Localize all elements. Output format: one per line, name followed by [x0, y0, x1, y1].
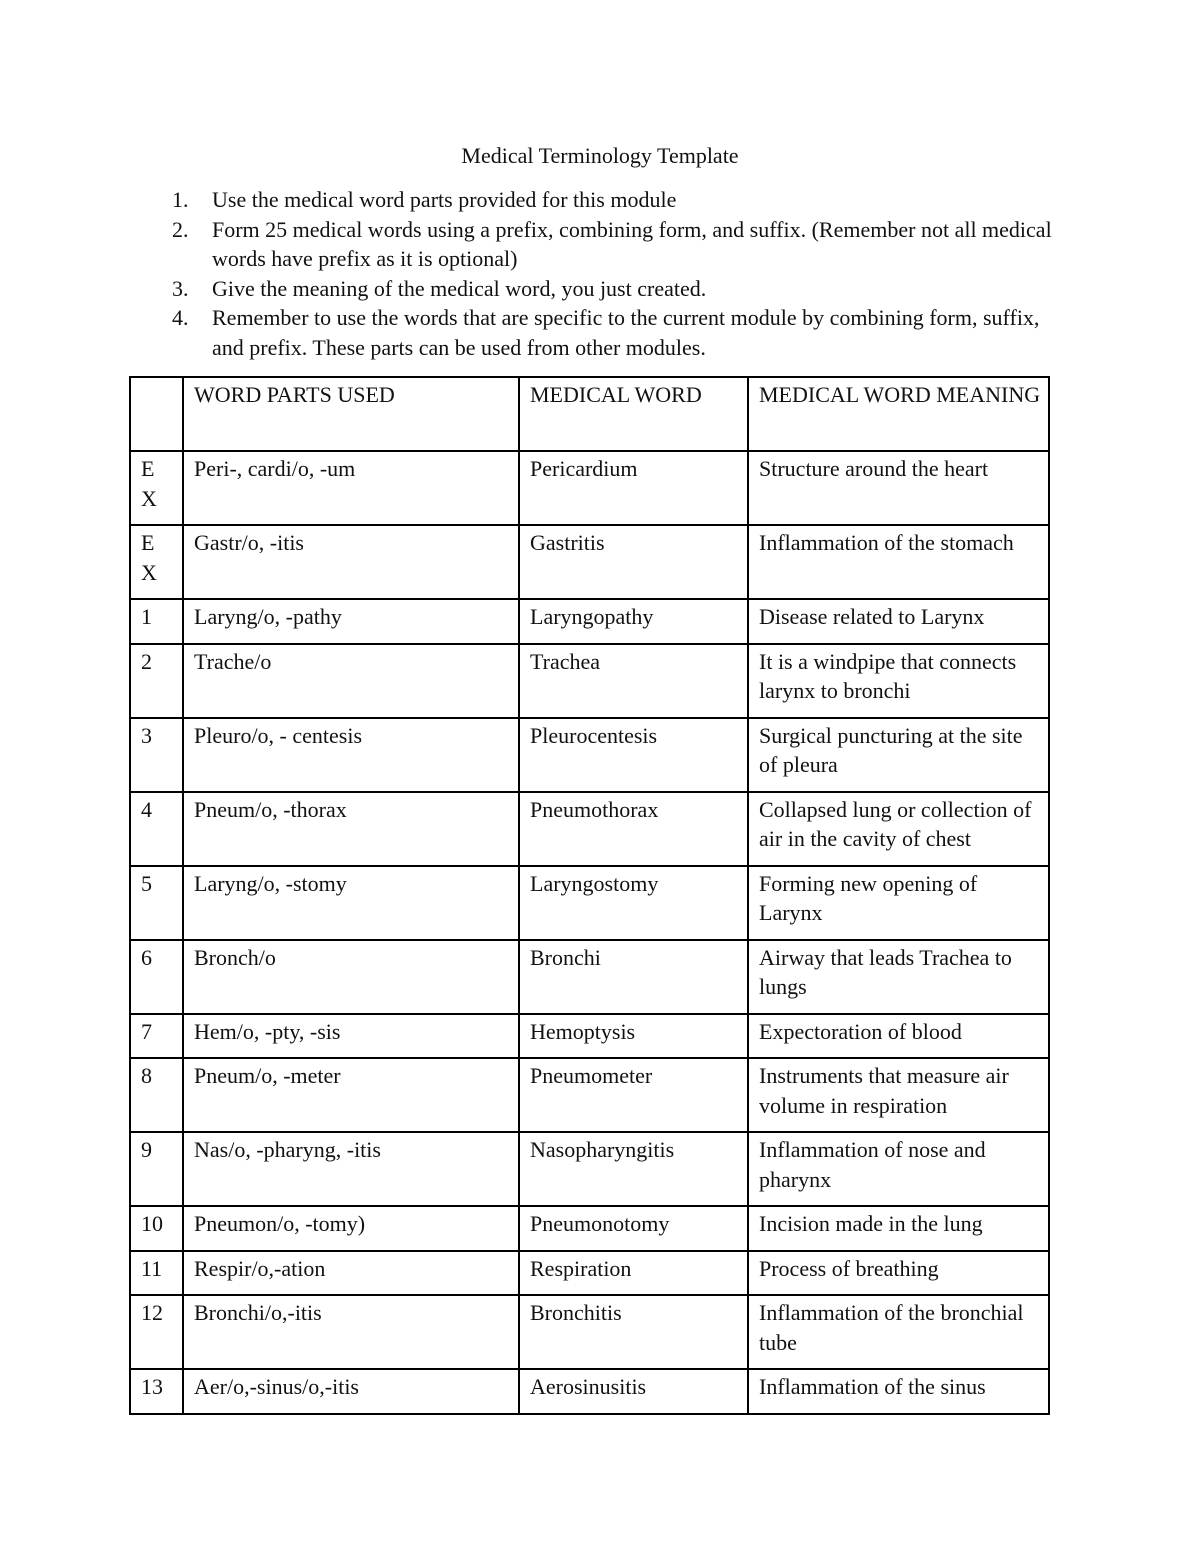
table-row [130, 644, 1049, 718]
row-index-label: 11 [141, 1255, 163, 1281]
table-row [130, 1058, 1049, 1132]
cell-medical-word: Trachea [519, 644, 748, 718]
cell-medical-word: Respiration [519, 1251, 748, 1296]
row-index [130, 644, 183, 718]
instruction-number: 3. [172, 275, 189, 301]
table-row [130, 940, 1049, 1014]
row-index [130, 718, 183, 792]
header-word-parts: WORD PARTS USED [183, 377, 519, 451]
instruction-item [172, 215, 1052, 274]
cell-medical-word: Pleurocentesis [519, 718, 748, 792]
cell-meaning: Inflammation of the stomach [748, 525, 1049, 599]
cell-meaning: Inflammation of the sinus [748, 1369, 1049, 1414]
cell-meaning: Collapsed lung or collection of air in the cavity of chest [748, 792, 1049, 866]
cell-word-parts: Pneumon/o, -tomy) [183, 1206, 519, 1251]
row-index [130, 1132, 183, 1206]
row-index [130, 1014, 183, 1059]
cell-medical-word: Pericardium [519, 451, 748, 525]
instruction-number: 4. [172, 305, 189, 330]
instruction-text: Remember to use the words that are specific to the current module by combining form, suffix, and prefix. These parts can be used from other modules. [212, 305, 1040, 360]
table-row [130, 1369, 1049, 1414]
cell-meaning: Airway that leads Trachea to lungs [748, 940, 1049, 1014]
row-index-label: 8 [141, 1063, 152, 1088]
row-index [130, 792, 183, 866]
cell-word-parts: Peri-, cardi/o, -um [183, 451, 519, 525]
instruction-text: Use the medical word parts provided for this module [212, 187, 677, 212]
cell-meaning: Disease related to Larynx [748, 599, 1049, 644]
table-row [130, 1206, 1049, 1251]
cell-word-parts: Pneum/o, -meter [183, 1058, 519, 1132]
row-index [130, 525, 183, 599]
cell-word-parts: Respir/o,-ation [183, 1251, 519, 1296]
cell-word-parts: Gastr/o, -itis [183, 525, 519, 599]
cell-word-parts: Nas/o, -pharyng, -itis [183, 1132, 519, 1206]
cell-medical-word: Aerosinusitis [519, 1369, 748, 1414]
table-row [130, 451, 1049, 525]
cell-medical-word: Pneumonotomy [519, 1206, 748, 1251]
row-index [130, 866, 183, 940]
cell-medical-word: Gastritis [519, 525, 748, 599]
row-index [130, 1251, 183, 1296]
cell-word-parts: Trache/o [183, 644, 519, 718]
cell-meaning: Inflammation of nose and pharynx [748, 1132, 1049, 1206]
cell-meaning: Process of breathing [748, 1251, 1049, 1296]
cell-medical-word: Pneumothorax [519, 792, 748, 866]
instruction-text: Give the meaning of the medical word, you just created. [212, 275, 707, 301]
page-title: Medical Terminology Template [461, 143, 739, 168]
cell-medical-word: Nasopharyngitis [519, 1132, 748, 1206]
row-index-label: 2 [141, 648, 152, 674]
row-index [130, 599, 183, 644]
cell-meaning: Inflammation of the bronchial tube [748, 1295, 1049, 1369]
row-index-label: EX [141, 530, 157, 585]
row-index-label: 9 [141, 1137, 152, 1162]
cell-word-parts: Bronchi/o,-itis [183, 1295, 519, 1369]
header-meaning: MEDICAL WORD MEANING [748, 377, 1049, 451]
cell-meaning: Instruments that measure air volume in respiration [748, 1058, 1049, 1132]
instruction-item [172, 303, 1052, 362]
row-index-label: 4 [141, 796, 152, 822]
table-row [130, 1014, 1049, 1059]
table-row [130, 866, 1049, 940]
terminology-table [129, 376, 1050, 1415]
cell-meaning: Surgical puncturing at the site of pleura [748, 718, 1049, 792]
row-index-label: EX [141, 456, 157, 511]
row-index [130, 1058, 183, 1132]
instruction-number: 1. [172, 187, 189, 212]
row-index-label: 13 [141, 1374, 163, 1399]
row-index-label: 1 [141, 604, 152, 629]
row-index-label: 3 [141, 722, 152, 748]
cell-word-parts: Aer/o,-sinus/o,-itis [183, 1369, 519, 1414]
row-index-label: 5 [141, 870, 152, 896]
instruction-item [172, 274, 1052, 304]
cell-word-parts: Pleuro/o, - centesis [183, 718, 519, 792]
cell-meaning: Incision made in the lung [748, 1206, 1049, 1251]
header-medical-word: MEDICAL WORD [519, 377, 748, 451]
table-row [130, 1132, 1049, 1206]
cell-meaning: Forming new opening of Larynx [748, 866, 1049, 940]
row-index-label: 12 [141, 1300, 163, 1325]
row-index [130, 451, 183, 525]
table-header-row [130, 377, 1049, 451]
cell-meaning: Structure around the heart [748, 451, 1049, 525]
cell-meaning: Expectoration of blood [748, 1014, 1049, 1059]
row-index [130, 1369, 183, 1414]
table-row [130, 792, 1049, 866]
row-index [130, 1295, 183, 1369]
instruction-text: Form 25 medical words using a prefix, combining form, and suffix. (Remember not all medical words have prefix as it is optional) [212, 216, 1052, 271]
cell-word-parts: Laryng/o, -stomy [183, 866, 519, 940]
cell-medical-word: Hemoptysis [519, 1014, 748, 1059]
header-index [130, 377, 183, 451]
cell-medical-word: Bronchi [519, 940, 748, 1014]
cell-medical-word: Pneumometer [519, 1058, 748, 1132]
cell-medical-word: Bronchitis [519, 1295, 748, 1369]
row-index [130, 940, 183, 1014]
table-row [130, 599, 1049, 644]
cell-meaning: It is a windpipe that connects larynx to bronchi [748, 644, 1049, 718]
row-index-label: 10 [141, 1211, 163, 1236]
cell-word-parts: Laryng/o, -pathy [183, 599, 519, 644]
instruction-number: 2. [172, 216, 189, 242]
cell-medical-word: Laryngostomy [519, 866, 748, 940]
table-body [130, 451, 1049, 1414]
table-row [130, 1251, 1049, 1296]
row-index-label: 7 [141, 1018, 152, 1044]
cell-word-parts: Hem/o, -pty, -sis [183, 1014, 519, 1059]
table-row [130, 525, 1049, 599]
cell-word-parts: Bronch/o [183, 940, 519, 1014]
instruction-item [172, 185, 1052, 215]
cell-word-parts: Pneum/o, -thorax [183, 792, 519, 866]
row-index [130, 1206, 183, 1251]
table-row [130, 718, 1049, 792]
table-row [130, 1295, 1049, 1369]
row-index-label: 6 [141, 944, 152, 970]
instruction-list [172, 185, 1052, 362]
cell-medical-word: Laryngopathy [519, 599, 748, 644]
